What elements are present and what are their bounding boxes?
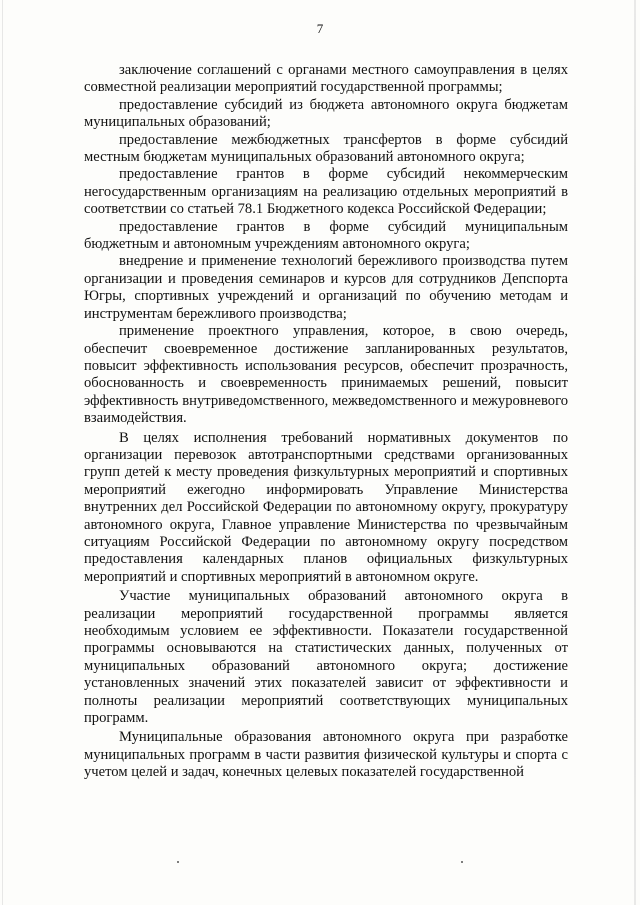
page-number: 7 <box>316 21 324 36</box>
paragraph: применение проектного управления, которое, в свою очередь, обеспечит своевременное достижение запланированных результатов, повысит эффективность использования ресурсов, обеспечит прозрачность, обоснованность и своевременность принимаемых решений, повысит эффективность внутриведомственного, межведомственного и межуровневого взаимодействия. <box>84 323 568 427</box>
paragraph: внедрение и применение технологий бережливого производства путем организации и проведения семинаров и курсов для сотрудников Депспорта Югры, спортивных учреждений и организаций по обучению методам и инструментам бережливого производства; <box>84 253 568 322</box>
body-text <box>84 62 568 782</box>
scan-speck <box>461 861 463 863</box>
page-edge-left <box>2 0 3 905</box>
scan-speck <box>177 861 179 863</box>
page-edge-right <box>634 0 636 905</box>
paragraph: заключение соглашений с органами местного самоуправления в целях совместной реализации мероприятий государственной программы; <box>84 62 568 96</box>
paragraph: предоставление грантов в форме субсидий некоммерческим негосударственным организациям на реализацию отдельных мероприятий в соответствии со статьей 78.1 Бюджетного кодекса Российской Федерации; <box>84 166 568 218</box>
paragraph: предоставление грантов в форме субсидий муниципальным бюджетным и автономным учреждениям автономного округа; <box>84 218 568 253</box>
paragraph: предоставление субсидий из бюджета автономного округа бюджетам муниципальных образований; <box>84 96 568 131</box>
paragraph: предоставление межбюджетных трансфертов в форме субсидий местным бюджетам муниципальных образований автономного округа; <box>84 131 568 166</box>
paragraph: В целях исполнения требований нормативных документов по организации перевозок автотранспортными средствами организованных групп детей к месту проведения физкультурных мероприятий и спортивных мероприятий ежегодно информировать Управление Министерства внутренних дел Российской Федерации по автономному округу, прокуратуру автономного округа, Главное управление Министерства по чрезвычайным ситуациям Российской Федерации по автономному округу посредством предоставления календарных планов официальных физкультурных мероприятий и спортивных мероприятий в автономном округе. <box>84 429 568 585</box>
paragraph: Муниципальные образования автономного округа при разработке муниципальных программ в части развития физической культуры и спорта с учетом целей и задач, конечных целевых показателей государственной <box>84 729 568 781</box>
paragraph: Участие муниципальных образований автономного округа в реализации мероприятий государственной программы является необходимым условием ее эффективности. Показатели государственной программы основываются на статистических данных, полученных от муниципальных образований автономного округа; достижение установленных значений этих показателей зависит от эффективности и полноты реализации мероприятий соответствующих муниципальных программ. <box>84 588 568 727</box>
